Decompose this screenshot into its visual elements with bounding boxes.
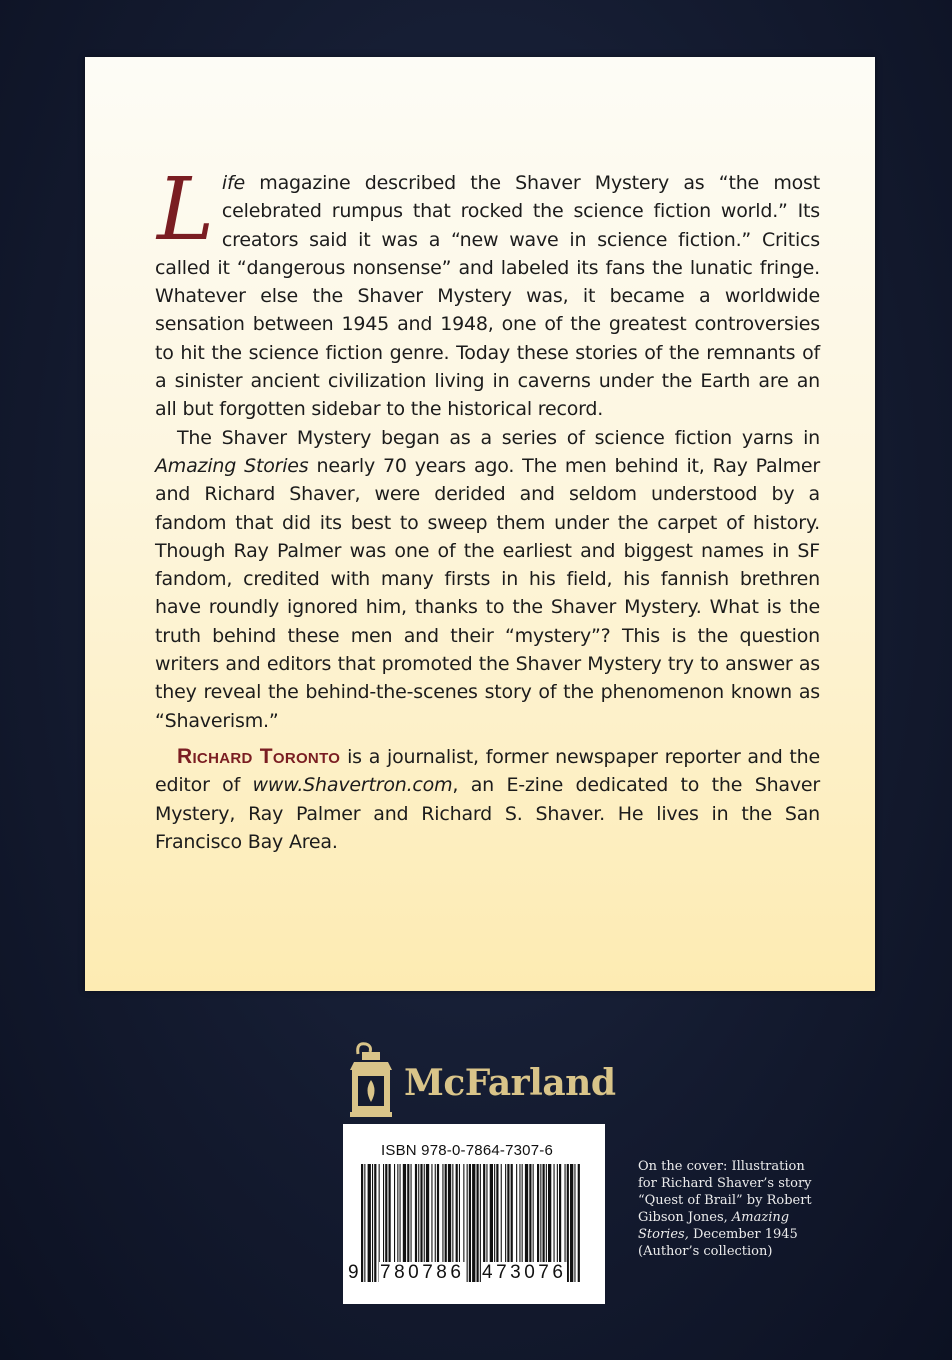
author-bio: Richard Toronto is a journalist, former newspaper reporter and the editor of www.Shavertron.com, an E-zine dedicated to the Shaver Mystery, Ray Palmer and Richard S. Shaver. He lives in the San Francisco Bay Area. [155, 744, 821, 853]
isbn-label: ISBN 978-0-7864-7307-6 [381, 1142, 554, 1159]
barcode-bar [364, 1164, 365, 1282]
barcode-digits-left: 780786 [380, 1262, 465, 1283]
barcode-bar [374, 1164, 376, 1282]
barcode-bar [368, 1164, 371, 1282]
author-name: Richard Toronto [177, 744, 341, 768]
website-link[interactable]: www.Shavertron.com [252, 774, 453, 797]
barcode [343, 1124, 605, 1304]
barcode-bar [361, 1164, 363, 1282]
barcode-bar [477, 1164, 479, 1282]
cover-credit: On the cover: Illustration for Richard Shaver’s story “Quest of Brail” by Robert Gibson Jones, Amazing Stories, December 1945 (Author’s collection) [638, 1159, 812, 1259]
barcode-digit-first: 9 [348, 1262, 359, 1283]
lantern-icon [348, 1040, 398, 1118]
description-text [155, 160, 821, 856]
barcode-digits-right: 473076 [482, 1262, 567, 1283]
description-panel [85, 57, 875, 991]
publisher-name: McFarland [404, 1062, 616, 1104]
barcode-bar [472, 1164, 475, 1282]
drop-cap: L [157, 160, 214, 260]
paragraph-1: Life magazine described the Shaver Mystery as “the most celebrated rumpus that rocked the science fiction world.” Its creators said it was a “new wave in science fiction.” Critics called it “dangerous nonsense” and labeled its fans the lunatic fringe. Whatever else the Shaver Mystery was, it became a worldwide sensation between 1945 and 1948, one of the greatest controversies to hit the science fiction genre. Today these stories of the remnants of a sinister ancient civilization living in caverns under the Earth are an all but forgotten sidebar to the historical record. [155, 160, 820, 421]
publisher-logo [348, 1040, 616, 1120]
barcode-bar [469, 1164, 471, 1282]
paragraph-2: The Shaver Mystery began as a series of science fiction yarns in Amazing Stories nearly 70 years ago. The men behind it, Ray Palmer and Richard Shaver, were derided and seldom understood by a fandom that did its best to sweep them under the carpet of history. Though Ray Palmer was one of the earliest and biggest names in SF fandom, credited with many firsts in his field, his fannish brethren have roundly ignored him, thanks to the Shaver Mystery. What is the truth behind these men and their “mystery”? This is the question writers and editors that promoted the Shaver Mystery try to answer as they reveal the behind-the-scenes story of the phenomenon known as “Shaverism.” [155, 426, 820, 732]
barcode-bar [574, 1164, 575, 1282]
barcode-bar [570, 1164, 573, 1282]
barcode-bar [372, 1164, 373, 1282]
barcode-bar [578, 1164, 580, 1282]
barcode-bar [467, 1164, 468, 1282]
